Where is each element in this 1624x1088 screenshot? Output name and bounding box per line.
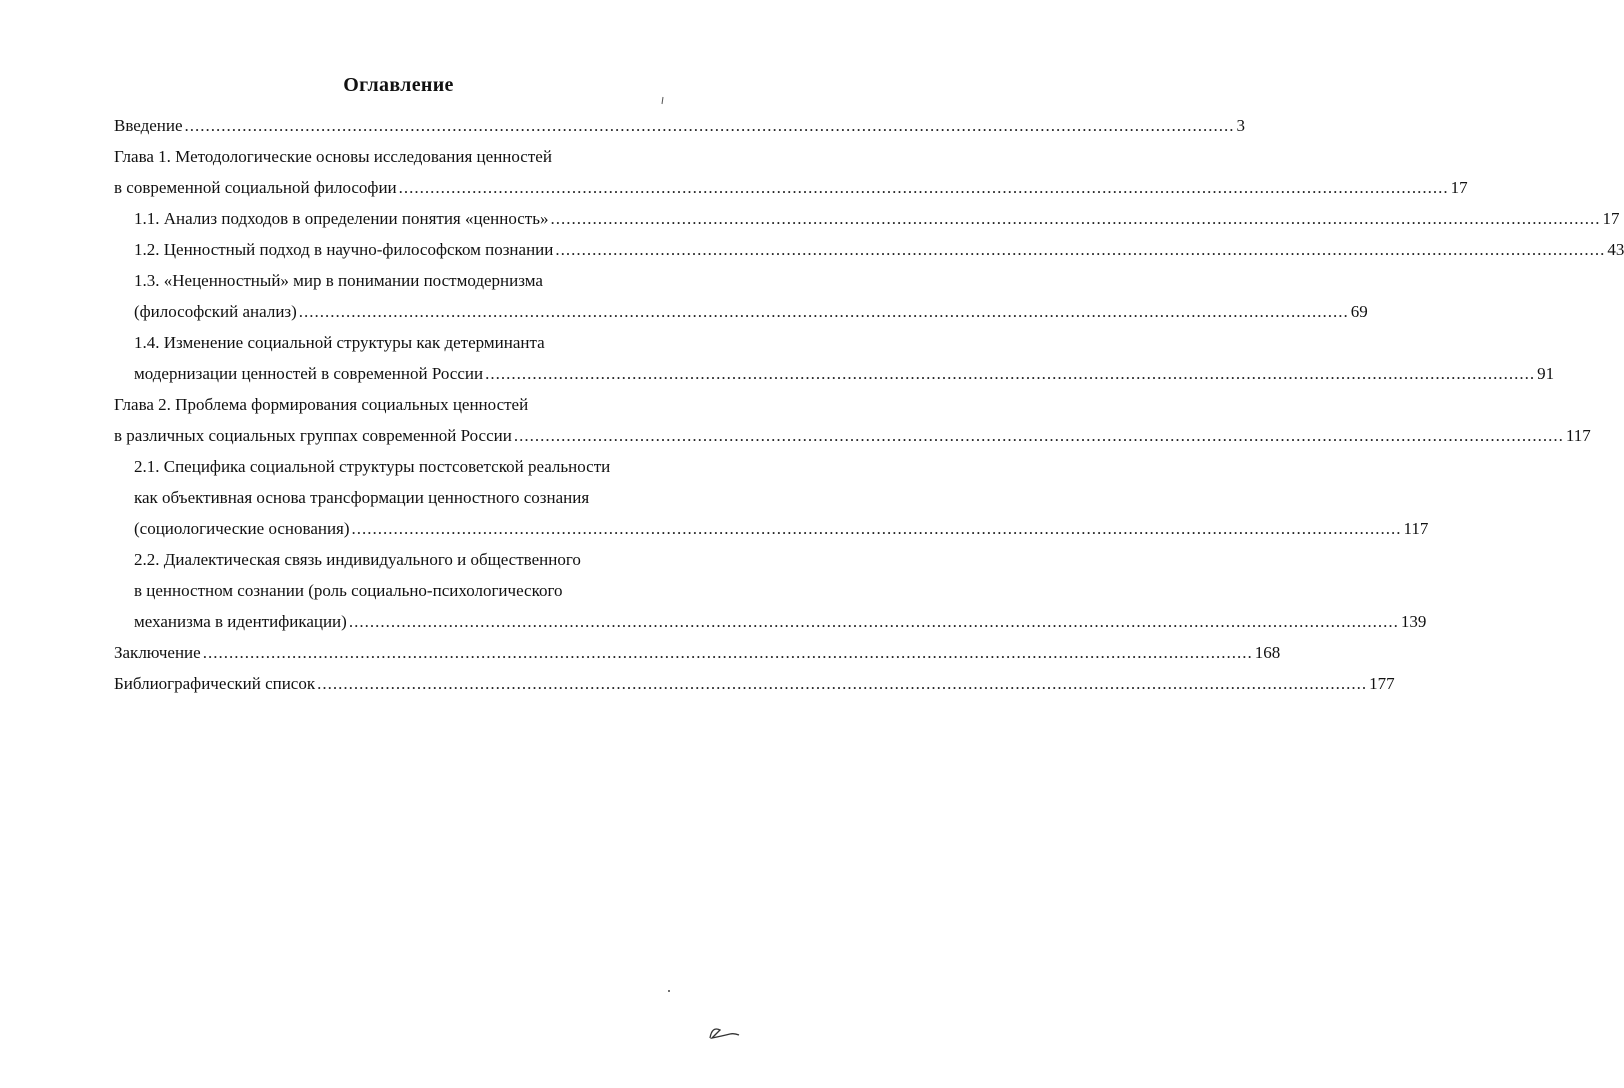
toc-entry-section-1-1: 1.1. Анализ подходов в определении понятия «ценность» ........................................................................................................................................................................................................ 17 [134,207,720,231]
page-number: 43 [1607,240,1624,259]
page-number: 3 [1236,116,1246,135]
leader-dots: ........................................................................................................................................................................................................ [550,209,1601,228]
leader-dots: ........................................................................................................................................................................................................ [298,302,1349,321]
leader-dots: ........................................................................................................................................................................................................ [351,519,1402,538]
toc-entry-section-1-4-line-2: модернизации ценностей в современной России ........................................................................................................................................................................................................ 91 [134,362,720,386]
toc-entry-bibliography: Библиографический список ........................................................................................................................................................................................................ 177 [114,672,720,696]
handwritten-initials [706,1022,742,1044]
toc-entry-section-2-2-line-1: 2.2. Диалектическая связь индивидуального и общественного [134,550,581,569]
toc-entry-section-2-2-line-2: в ценностном сознании (роль социально-психологического [134,581,563,600]
page-number: 177 [1369,674,1395,693]
leader-dots: ........................................................................................................................................................................................................ [348,612,1399,631]
toc-entry-section-1-4-line-1: 1.4. Изменение социальной структуры как детерминанта [134,333,545,352]
leader-dots: ........................................................................................................................................................................................................ [513,426,1564,445]
toc-entry-section-1-2: 1.2. Ценностный подход в научно-философском познании ........................................................................................................................................................................................................ 43 [134,238,720,262]
page-number: 17 [1602,209,1620,228]
toc-entry-conclusion: Заключение ........................................................................................................................................................................................................ 168 [114,641,720,665]
toc-entry-introduction: Введение ........................................................................................................................................................................................................ 3 [114,114,720,138]
page-number: 139 [1400,612,1427,631]
leader-dots: ........................................................................................................................................................................................................ [398,178,1449,197]
page-number: 117 [1565,426,1591,445]
leader-dots: ........................................................................................................................................................................................................ [555,240,1606,259]
page-number: 17 [1450,178,1468,197]
leader-dots: ........................................................................................................................................................................................................ [317,674,1368,693]
toc-entry-chapter-1-line-1: Глава 1. Методологические основы исследования ценностей [114,147,552,166]
toc-entry-section-1-3-line-2: (философский анализ) ........................................................................................................................................................................................................ 69 [134,300,720,324]
leader-dots: ........................................................................................................................................................................................................ [184,116,1235,135]
page-title: Оглавление [343,74,454,96]
page-number: 91 [1537,364,1555,383]
page-number: 117 [1403,519,1429,538]
toc-entry-section-2-2-line-3: механизма в идентификации) ........................................................................................................................................................................................................ 139 [134,610,720,634]
toc-entry-section-2-1-line-2: как объективная основа трансформации ценностного сознания [134,488,590,507]
toc-entry-section-2-1-line-3: (социологические основания) ........................................................................................................................................................................................................ 117 [134,517,720,541]
toc-entry-chapter-2-line-1: Глава 2. Проблема формирования социальных ценностей [114,395,529,414]
scan-speck [660,96,666,106]
toc-entry-chapter-1-line-2: в современной социальной философии ........................................................................................................................................................................................................ 17 [114,176,720,200]
toc-entry-section-1-3-line-1: 1.3. «Неценностный» мир в понимании постмодернизма [134,271,543,290]
leader-dots: ........................................................................................................................................................................................................ [485,364,1536,383]
toc-entry-chapter-2-line-2: в различных социальных группах современной России ........................................................................................................................................................................................................ 117 [114,424,720,448]
page-number: 168 [1254,643,1281,662]
toc-entry-section-2-1-line-1: 2.1. Специфика социальной структуры постсоветской реальности [134,457,611,476]
page-number: 69 [1350,302,1368,321]
scan-dot [666,988,672,994]
leader-dots: ........................................................................................................................................................................................................ [202,643,1253,662]
